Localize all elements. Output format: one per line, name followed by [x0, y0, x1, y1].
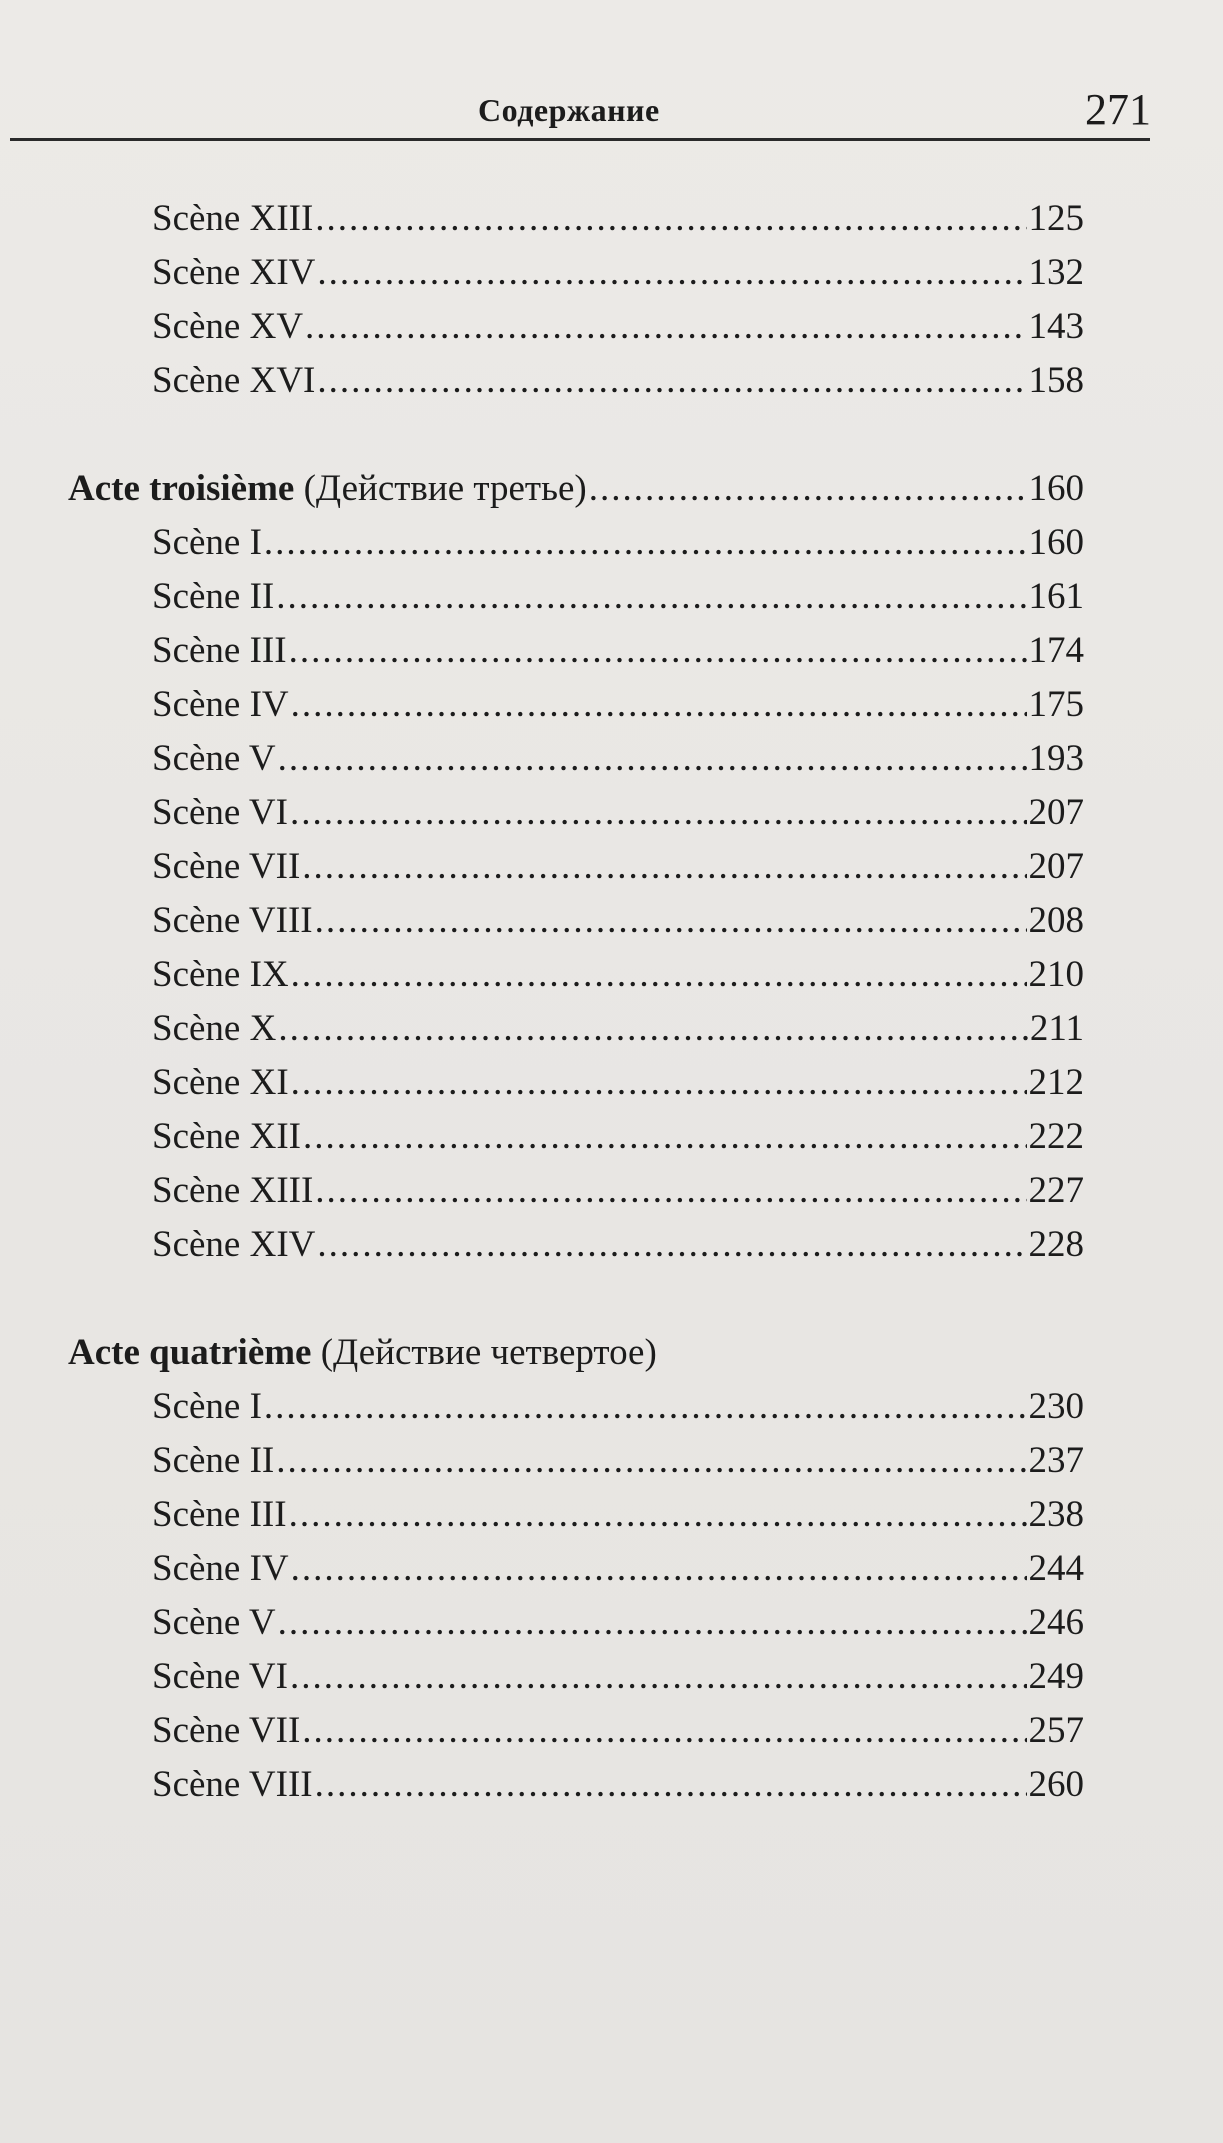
entry-page-number: 160 [1028, 468, 1084, 509]
entry-page-number: 175 [1028, 684, 1084, 725]
dot-leader [289, 1492, 1027, 1538]
dot-leader [264, 520, 1027, 566]
toc-entry-scene[interactable] [152, 574, 1084, 620]
act-title-fr: Acte quatrième [68, 1332, 312, 1373]
scene-label: Scène VIII [152, 1764, 313, 1805]
act-title-fr: Acte troisième [68, 468, 295, 509]
entry-page-number: 210 [1028, 954, 1084, 995]
scene-label: Scène IV [152, 1548, 289, 1589]
header-rule [10, 138, 1150, 141]
toc-entry-scene[interactable] [152, 1600, 1084, 1646]
dot-leader [289, 628, 1027, 674]
entry-page-number: 211 [1029, 1008, 1084, 1049]
scene-label: Scène VIII [152, 900, 313, 941]
toc-entry-scene[interactable] [152, 1384, 1084, 1430]
entry-page-number: 260 [1028, 1764, 1084, 1805]
dot-leader [278, 736, 1027, 782]
scene-label: Scène V [152, 738, 276, 779]
scene-label: Scène VII [152, 846, 301, 887]
toc-entry-scene[interactable] [152, 1168, 1084, 1214]
toc-entry-scene[interactable] [152, 1708, 1084, 1754]
entry-page-number: 257 [1028, 1710, 1084, 1751]
entry-page-number: 161 [1028, 576, 1084, 617]
scene-label: Scène XVI [152, 360, 316, 401]
dot-leader [315, 1762, 1027, 1808]
act-title-ru: (Действие третье) [303, 468, 587, 509]
toc-entry-scene[interactable] [152, 790, 1084, 836]
toc-entry-scene[interactable] [152, 304, 1084, 350]
dot-leader [291, 1546, 1027, 1592]
scene-label: Scène XIV [152, 1224, 316, 1265]
entry-page-number: 132 [1028, 252, 1084, 293]
dot-leader [315, 898, 1027, 944]
entry-page-number: 230 [1028, 1386, 1084, 1427]
toc-entry-scene[interactable] [152, 358, 1084, 404]
entry-page-number: 228 [1028, 1224, 1084, 1265]
entry-page-number: 244 [1028, 1548, 1084, 1589]
dot-leader [303, 1114, 1027, 1160]
dot-leader [302, 1708, 1026, 1754]
entry-page-number: 158 [1028, 360, 1084, 401]
toc-entry-scene[interactable] [152, 1654, 1084, 1700]
dot-leader [291, 1060, 1027, 1106]
scene-label: Scène IX [152, 954, 289, 995]
dot-leader [290, 790, 1027, 836]
entry-page-number: 160 [1028, 522, 1084, 563]
entry-page-number: 222 [1028, 1116, 1084, 1157]
dot-leader [278, 1600, 1027, 1646]
scene-label: Scène XI [152, 1062, 289, 1103]
toc-entry-scene[interactable] [152, 1114, 1084, 1160]
entry-page-number: 227 [1028, 1170, 1084, 1211]
toc-entry-scene[interactable] [152, 1060, 1084, 1106]
dot-leader [317, 358, 1026, 404]
scene-label: Scène V [152, 1602, 276, 1643]
dot-leader [278, 1006, 1028, 1052]
dot-leader [315, 196, 1026, 242]
dot-leader [290, 1654, 1027, 1700]
toc-entry-scene[interactable] [152, 1006, 1084, 1052]
dot-leader [291, 952, 1027, 998]
scene-label: Scène XIII [152, 1170, 314, 1211]
toc-entry-scene[interactable] [152, 250, 1084, 296]
scene-label: Scène VII [152, 1710, 301, 1751]
toc-entry-scene[interactable] [152, 736, 1084, 782]
toc-entry-act[interactable] [68, 1330, 1084, 1376]
toc-entry-scene[interactable] [152, 196, 1084, 242]
toc-entry-scene[interactable] [152, 1438, 1084, 1484]
entry-page-number: 238 [1028, 1494, 1084, 1535]
dot-leader [317, 250, 1026, 296]
toc-entry-scene[interactable] [152, 1762, 1084, 1808]
page-number: 271 [1085, 85, 1151, 134]
toc-entry-act[interactable] [68, 466, 1084, 512]
scene-label: Scène I [152, 522, 262, 563]
dot-leader [264, 1384, 1027, 1430]
scene-label: Scène XII [152, 1116, 301, 1157]
entry-page-number: 125 [1028, 198, 1084, 239]
entry-page-number: 143 [1028, 306, 1084, 347]
scene-label: Scène III [152, 630, 287, 671]
toc-entry-scene[interactable] [152, 898, 1084, 944]
scene-label: Scène XIII [152, 198, 314, 239]
dot-leader [291, 682, 1027, 728]
running-header-title: Содержание [478, 92, 660, 128]
entry-page-number: 207 [1028, 846, 1084, 887]
entry-page-number: 212 [1028, 1062, 1084, 1103]
entry-page-number: 237 [1028, 1440, 1084, 1481]
scene-label: Scène IV [152, 684, 289, 725]
entry-page-number: 249 [1028, 1656, 1084, 1697]
scene-label: Scène XIV [152, 252, 316, 293]
scene-label: Scène VI [152, 1656, 288, 1697]
scene-label: Scène XV [152, 306, 304, 347]
scene-label: Scène X [152, 1008, 277, 1049]
toc-entry-scene[interactable] [152, 952, 1084, 998]
dot-leader [276, 574, 1026, 620]
toc-entry-scene[interactable] [152, 1492, 1084, 1538]
toc-entry-scene[interactable] [152, 520, 1084, 566]
scene-label: Scène III [152, 1494, 287, 1535]
act-title-ru: (Действие четвертое) [320, 1332, 657, 1373]
toc-entry-scene[interactable] [152, 682, 1084, 728]
dot-leader [317, 1222, 1026, 1268]
dot-leader [302, 844, 1026, 890]
dot-leader [315, 1168, 1026, 1214]
scene-label: Scène I [152, 1386, 262, 1427]
dot-leader [589, 466, 1027, 512]
toc-entry-scene[interactable] [152, 844, 1084, 890]
entry-page-number: 174 [1028, 630, 1084, 671]
entry-page-number: 193 [1028, 738, 1084, 779]
dot-leader [276, 1438, 1026, 1484]
scene-label: Scène II [152, 1440, 275, 1481]
toc-entry-scene[interactable] [152, 628, 1084, 674]
entry-page-number: 246 [1028, 1602, 1084, 1643]
dot-leader [305, 304, 1026, 350]
entry-page-number: 208 [1028, 900, 1084, 941]
toc-entry-scene[interactable] [152, 1546, 1084, 1592]
scene-label: Scène II [152, 576, 275, 617]
scene-label: Scène VI [152, 792, 288, 833]
running-header [0, 80, 1223, 140]
toc-entry-scene[interactable] [152, 1222, 1084, 1268]
entry-page-number: 207 [1028, 792, 1084, 833]
